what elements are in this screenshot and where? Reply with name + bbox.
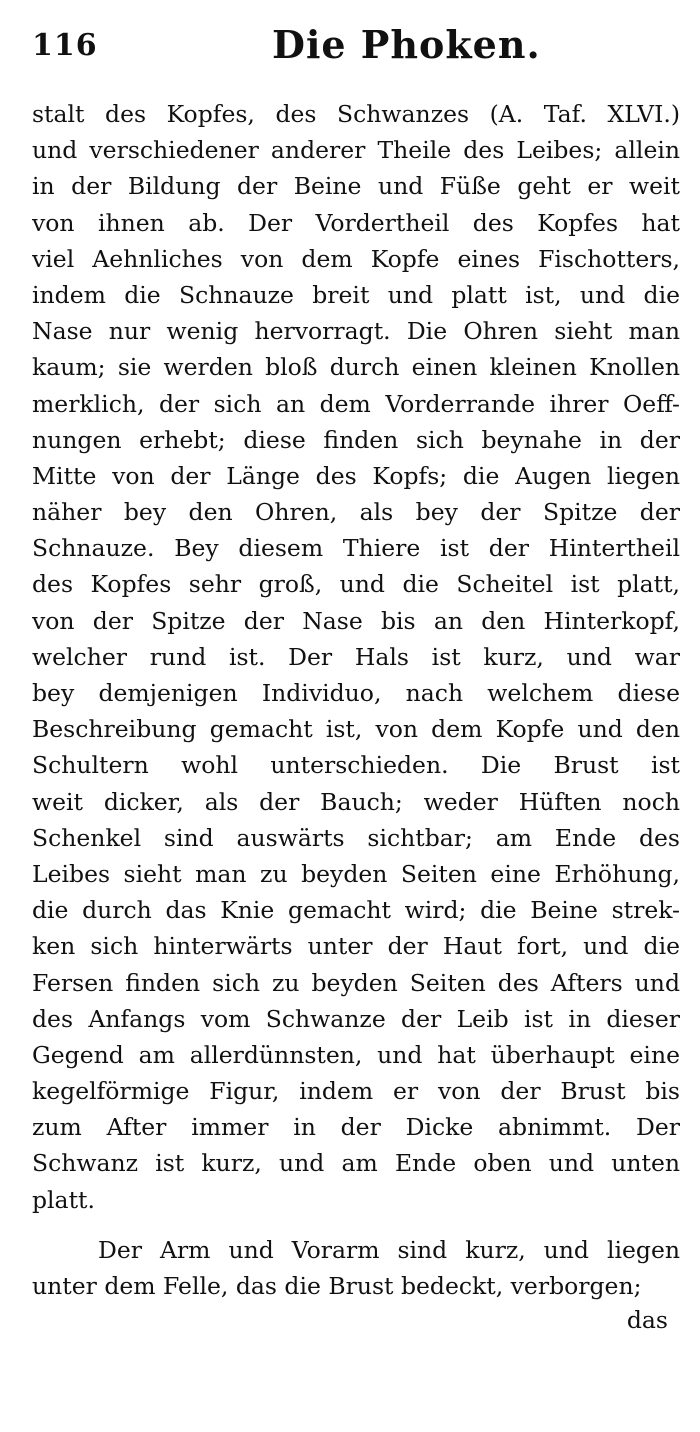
- text-line: Schultern wohl unterschieden. Die Brust ist: [32, 751, 680, 780]
- text-line: Schwanz ist kurz, und am Ende oben und unten: [32, 1149, 680, 1178]
- text-line: Gegend am allerdünnsten, und hat überhaupt eine: [32, 1040, 680, 1069]
- text-line: die durch das Knie gemacht wird; die Beine strek-: [32, 896, 680, 925]
- page-number: 116: [32, 28, 98, 63]
- text-line: weit dicker, als der Bauch; weder Hüften noch: [32, 787, 680, 816]
- text-line: bey demjenigen Individuo, nach welchem diese: [32, 679, 680, 707]
- text-line: ken sich hinterwärts unter der Haut fort, und die: [32, 932, 680, 961]
- text-line: näher bey den Ohren, als bey der Spitze der: [32, 498, 680, 527]
- catchword: das: [626, 1306, 668, 1334]
- text-line: Schenkel sind auswärts sichtbar; am Ende des: [32, 823, 680, 852]
- text-line: Leibes sieht man zu beyden Seiten eine Erhöhung,: [32, 859, 680, 888]
- text-line: kegelförmige Figur, indem er von der Brust bis: [32, 1077, 680, 1106]
- paragraph-2: [32, 1232, 680, 1304]
- paragraph-1: [32, 96, 680, 1218]
- text-line: des Kopfes sehr groß, und die Scheitel ist platt,: [32, 570, 680, 599]
- text-line: nungen erhebt; diese finden sich beynahe in der: [32, 425, 680, 454]
- text-line: welcher rund ist. Der Hals ist kurz, und war: [32, 642, 680, 671]
- text-line: Der Arm und Vorarm sind kurz, und liegen: [98, 1236, 680, 1264]
- page-header: [32, 22, 678, 72]
- text-line: Mitte von der Länge des Kopfs; die Augen liegen: [32, 461, 680, 490]
- text-line: viel Aehnliches von dem Kopfe eines Fischotters,: [32, 244, 680, 273]
- text-line: von ihnen ab. Der Vordertheil des Kopfes hat: [32, 208, 680, 237]
- text-line: indem die Schnauze breit und platt ist, und die: [32, 280, 680, 309]
- running-title: Die Phoken.: [272, 22, 541, 67]
- text-line: von der Spitze der Nase bis an den Hinterkopf,: [32, 606, 680, 635]
- text-line: Schnauze. Bey diesem Thiere ist der Hintertheil: [32, 534, 680, 563]
- text-line: kaum; sie werden bloß durch einen kleinen Knollen: [32, 353, 680, 382]
- text-line: platt.: [32, 1185, 95, 1214]
- text-line: zum After immer in der Dicke abnimmt. Der: [32, 1113, 680, 1142]
- text-line: Fersen finden sich zu beyden Seiten des Afters und: [32, 968, 680, 997]
- text-line: stalt des Kopfes, des Schwanzes (A. Taf. XLVI.): [32, 100, 680, 128]
- text-line: unter dem Felle, das die Brust bedeckt, verborgen;: [32, 1272, 642, 1301]
- text-line: Nase nur wenig hervorragt. Die Ohren sieht man: [32, 317, 680, 346]
- text-line: und verschiedener anderer Theile des Leibes; allein: [32, 136, 680, 165]
- text-line: merklich, der sich an dem Vorderrande ihrer Oeff-: [32, 389, 680, 418]
- text-line: Beschreibung gemacht ist, von dem Kopfe und den: [32, 715, 680, 744]
- text-line: in der Bildung der Beine und Füße geht er weit: [32, 172, 680, 201]
- text-line: des Anfangs vom Schwanze der Leib ist in dieser: [32, 1004, 680, 1033]
